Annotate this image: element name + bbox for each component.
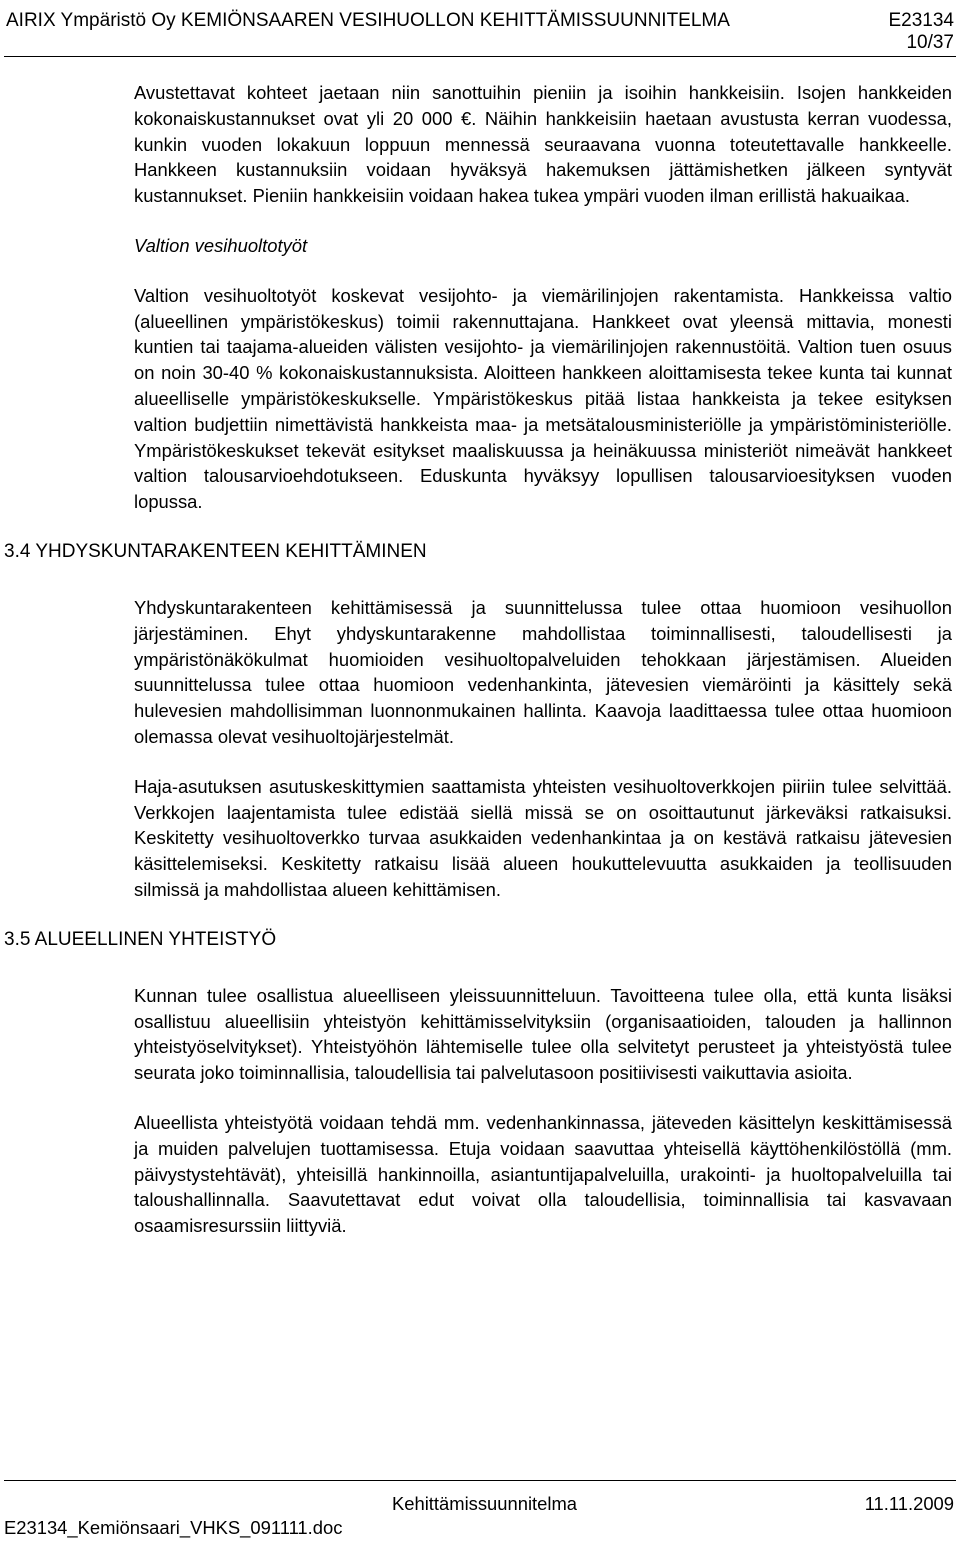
section-heading-3-4: 3.4 YHDYSKUNTARAKENTEEN KEHITTÄMINEN — [4, 540, 427, 562]
header-project-code: E23134 — [888, 10, 954, 31]
footer-rule — [4, 1480, 956, 1481]
section-heading-3-5: 3.5 ALUEELLINEN YHTEISTYÖ — [4, 928, 277, 950]
page-header — [0, 4, 960, 53]
header-page-number: 10/37 — [906, 32, 954, 53]
document-body — [0, 80, 960, 1239]
paragraph-valtion-vesihuoltotyot: Valtion vesihuoltotyöt koskevat vesijohto- ja viemärilinjojen rakentamista. Hankkeissa valtio (alueellinen ympäristökeskus) toimii rakennuttajana. Hankkeet ovat yleensä mittavia, monesti kuntien tai taajama-alueiden välisten vesijohto- ja viemärilinjojen rakennustöitä. Valtion tuen osuus on noin 30-40 % kokonaiskustannuksista. Aloitteen hankkeen aloittamisesta tekee kunta tai kunnat alueelliselle ympäristökeskukselle. Ympäristökeskus pitää listaa hankkeista ja tekee esityksen valtion budjettiin nimettävistä hankkeista maa- ja metsätalousministeriölle ja ympäristöministeriölle. Ympäristökeskukset tekevät esitykset maaliskuussa ja heinäkuussa ministeriöt nimeävät hankkeet valtion talousarvioehdotukseen. Eduskunta hyväksyy lopullisen talousarvioesityksen vuoden lopussa. — [134, 284, 952, 513]
paragraph-avustettavat: Avustettavat kohteet jaetaan niin sanottuihin pieniin ja isoihin hankkeisiin. Isojen hankkeiden kokonaiskustannukset ovat yli 20 000 €. Näihin hankkeisiin haetaan avustusta kerran vuodessa, kunkin vuoden lokakuun loppuun mennessä seuraavana vuonna toteutettavalle hankkeelle. Hankkeen kustannuksiin voidaan hyväksyä hakemuksen jättämishetken jälkeen syntyvät kustannukset. Pieniin hankkeisiin voidaan hakea tukea ympäri vuoden ilman erillistä hakuaikaa. — [134, 82, 952, 207]
footer-date: 11.11.2009 — [864, 1493, 954, 1514]
paragraph-3-4-a: Yhdyskuntarakenteen kehittämisessä ja suunnittelussa tulee ottaa huomioon vesihuollon järjestäminen. Ehyt yhdyskuntarakenne mahdollistaa toiminnallisesti, taloudellisesti ja ympäristönäkökulmat huomioiden vesihuoltopalveluiden tehokkaan järjestämisen. Alueiden suunnittelussa tulee ottaa huomioon vedenhankinta, jätevesien viemäröinti ja käsittely sekä hulevesien mahdollisimman luonnonmukainen hallinta. Kaavoja laadittaessa tulee ottaa huomioon olemassa olevat vesihuoltojärjestelmät. — [134, 596, 952, 747]
paragraph-3-5-b: Alueellista yhteistyötä voidaan tehdä mm. vedenhankinnassa, jäteveden käsittelyn keskittämisessä ja muiden palvelujen tuottamisessa. Etuja voidaan saavuttaa yhteisellä käyttöhenkilöstöllä (mm. päivystystehtävät), yhteisillä hankinnoilla, asiantuntijapalveluilla, urakointi- ja huoltopalveluilla tai taloushallinnalla. Saavutettavat edut voivat olla taloudellisia, toiminnallisia tai kasvavaan osaamisresurssiin liittyviä. — [134, 1111, 952, 1237]
paragraph-3-5-a: Kunnan tulee osallistua alueelliseen yleissuunnitteluun. Tavoitteena tulee olla, että kunta lisäksi osallistuu alueellisiin yhteistyön kehittämisselvityksiin (organisaatioiden, talouden ja hallinnon yhteistyöselvitykset). Yhteistyöhön lähtemiselle tulee olla selvitetyt perusteet ja yhteistyöstä tulee seurata joko toiminnallisia, taloudellisia tai palvelutasoon positiivisesti vaikuttavia asioita. — [134, 984, 952, 1084]
subheading-valtion-vesihuoltotyot: Valtion vesihuoltotyöt — [134, 234, 308, 256]
footer-title: Kehittämissuunnitelma — [392, 1493, 578, 1514]
footer-filename: E23134_Kemiönsaari_VHKS_091111.doc — [4, 1517, 343, 1538]
paragraph-3-4-b: Haja-asutuksen asutuskeskittymien saattamista yhteisten vesihuoltoverkkojen piiriin tulee selvittää. Verkkojen laajentamista tulee edistää siellä missä se on osoittautunut järkeväksi ratkaisuksi. Keskitetty vesihuoltoverkko turvaa asukkaiden vedenhankintaa ja on kestävä ratkaisu jätevesien käsittelemiseksi. Keskitetty ratkaisu lisää alueen houkuttelevuutta asukkaiden ja teollisuuden silmissä ja mahdollistaa alueen kehittämisen. — [134, 775, 952, 900]
header-rule — [4, 56, 956, 57]
header-title: AIRIX Ympäristö Oy KEMIÖNSAAREN VESIHUOLLON KEHITTÄMISSUUNNITELMA — [6, 10, 730, 31]
